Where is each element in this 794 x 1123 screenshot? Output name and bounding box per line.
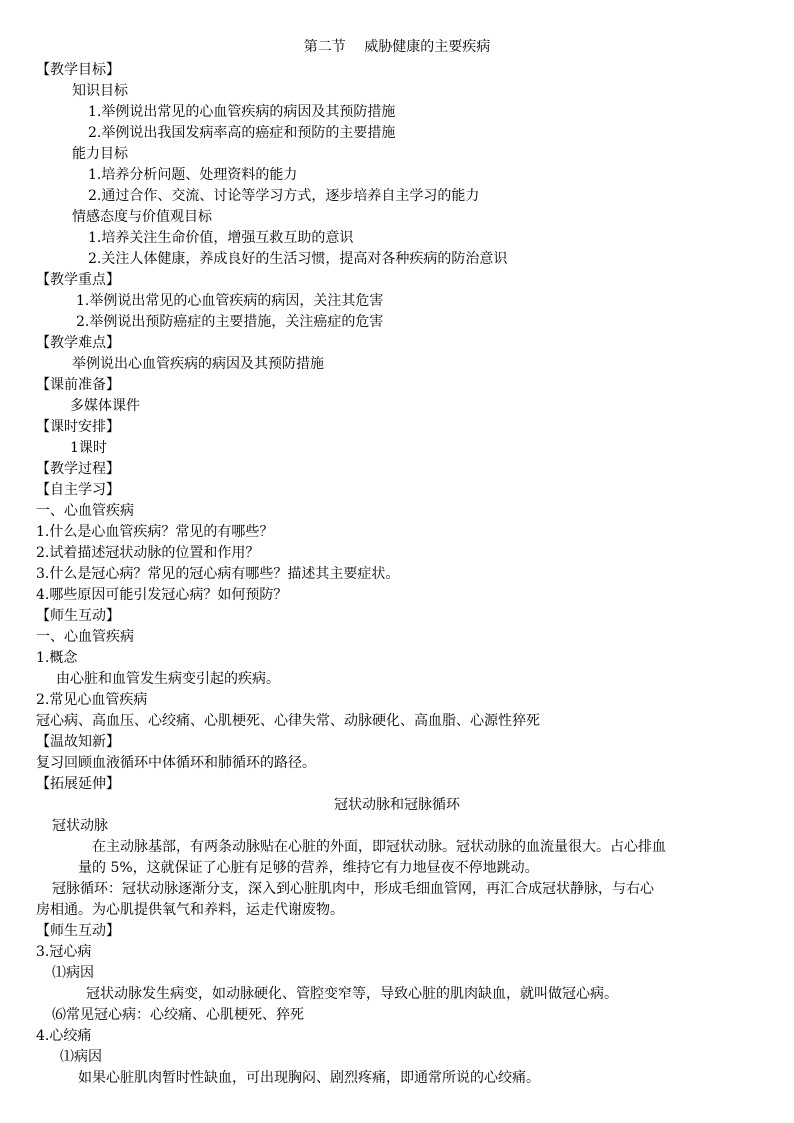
self-study-question: 3.什么是冠心病？常见的冠心病有哪些？描述其主要症状。 (36, 566, 400, 582)
concept-text: 由心脏和血管发生病变引起的疾病。 (56, 671, 280, 687)
concept-label: 1.概念 (36, 650, 78, 666)
preparation-text: 多媒体课件 (70, 398, 140, 414)
common-cvd-label: 2.常见心血管疾病 (36, 692, 148, 708)
self-study-heading: 【自主学习】 (36, 482, 120, 498)
preparation-heading: 【课前准备】 (36, 377, 120, 393)
review-heading: 【温故知新】 (36, 734, 120, 750)
coronary-artery-label: 冠状动脉 (52, 818, 108, 834)
self-study-question: 1.什么是心血管疾病？常见的有哪些？ (36, 524, 274, 540)
review-text: 复习回顾血液循环中体循环和肺循环的路径。 (36, 755, 316, 771)
emotion-objective-item: 1.培养关注生命价值，增强互救互助的意识 (88, 230, 354, 246)
interaction-section-title: 一、心血管疾病 (36, 629, 134, 645)
ability-objectives-label: 能力目标 (72, 146, 128, 162)
extension-subtitle: 冠状动脉和冠脉循环 (334, 797, 460, 813)
difficulty-heading: 【教学难点】 (36, 335, 120, 351)
knowledge-objective-item: 1.举例说出常见的心血管疾病的病因及其预防措施 (88, 104, 396, 120)
difficulty-text: 举例说出心血管疾病的病因及其预防措施 (72, 356, 324, 372)
objectives-heading: 【教学目标】 (36, 62, 120, 78)
key-points-heading: 【教学重点】 (36, 272, 120, 288)
common-chd-text: ⑹常见冠心病：心绞痛、心肌梗死、猝死 (52, 1007, 304, 1023)
self-study-section-title: 一、心血管疾病 (36, 503, 134, 519)
ability-objective-item: 1.培养分析问题、处理资料的能力 (88, 167, 298, 183)
coronary-artery-text: 量的 5%，这就保证了心脏有足够的营养，维持它有力地昼夜不停地跳动。 (78, 860, 539, 876)
emotion-objectives-label: 情感态度与价值观目标 (72, 209, 212, 225)
key-point-item: 1.举例说出常见的心血管疾病的病因，关注其危害 (76, 293, 384, 309)
common-cvd-text: 冠心病、高血压、心绞痛、心肌梗死、心律失常、动脉硬化、高血脂、心源性猝死 (36, 713, 540, 729)
interaction-heading: 【师生互动】 (36, 608, 120, 624)
angina-label: 4.心绞痛 (36, 1028, 92, 1044)
page-title: 第二节 威胁健康的主要疾病 (303, 39, 491, 55)
knowledge-objectives-label: 知识目标 (72, 83, 128, 99)
coronary-circulation-text: 冠脉循环：冠状动脉逐渐分支，深入到心脏肌肉中，形成毛细血管网，再汇合成冠状静脉，与右心 (52, 881, 654, 897)
schedule-text: 1课时 (70, 440, 107, 456)
self-study-question: 4.哪些原因可能引发冠心病？如何预防？ (36, 587, 288, 603)
emotion-objective-item: 2.关注人体健康，养成良好的生活习惯，提高对各种疾病的防治意识 (88, 251, 508, 267)
angina-cause-label: ⑴病因 (60, 1049, 102, 1065)
coronary-circulation-text: 房相通。为心肌提供氧气和养料，运走代谢废物。 (36, 902, 344, 918)
chd-label: 3.冠心病 (36, 944, 92, 960)
ability-objective-item: 2.通过合作、交流、讨论等学习方式，逐步培养自主学习的能力 (88, 188, 480, 204)
key-point-item: 2.举例说出预防癌症的主要措施，关注癌症的危害 (76, 314, 384, 330)
angina-cause-text: 如果心脏肌肉暂时性缺血，可出现胸闷、剧烈疼痛，即通常所说的心绞痛。 (78, 1070, 540, 1086)
schedule-heading: 【课时安排】 (36, 419, 120, 435)
chd-cause-text: 冠状动脉发生病变，如动脉硬化、管腔变窄等，导致心脏的肌肉缺血，就叫做冠心病。 (86, 986, 618, 1002)
coronary-artery-text: 在主动脉基部，有两条动脉贴在心脏的外面，即冠状动脉。冠状动脉的血流量很大。占心排血 (92, 839, 666, 855)
extension-heading: 【拓展延伸】 (36, 776, 120, 792)
self-study-question: 2.试着描述冠状动脉的位置和作用？ (36, 545, 260, 561)
interaction-heading-2: 【师生互动】 (36, 923, 120, 939)
chd-cause-label: ⑴病因 (52, 965, 94, 981)
knowledge-objective-item: 2.举例说出我国发病率高的癌症和预防的主要措施 (88, 125, 396, 141)
process-heading: 【教学过程】 (36, 461, 120, 477)
